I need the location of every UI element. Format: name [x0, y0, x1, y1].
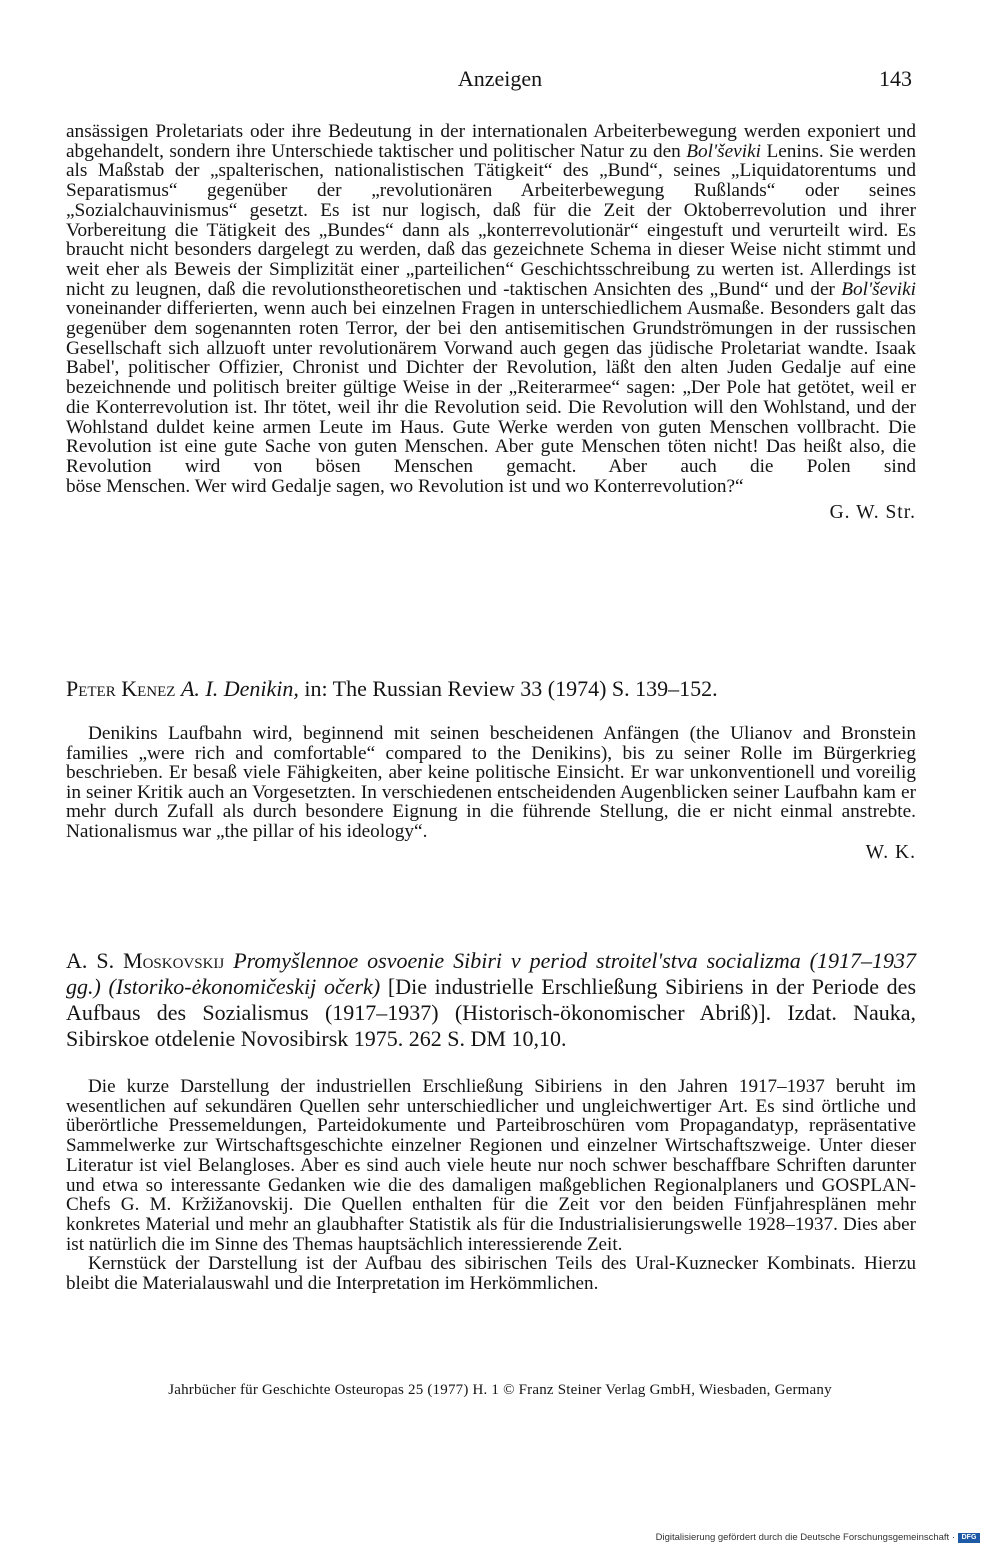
review-moskovskij: [66, 948, 916, 1294]
citation: [Die industrielle Erschließung Sibiriens in der Periode des Aufbaus des Sozialismus (1917–1937) (Historisch-ökonomischer Abriß)]. Izdat. Nauka, Sibirskoe otdelenie Novosibirsk 1975. 262 S. DM 10,10.: [66, 974, 917, 1051]
dfg-credit-text: Digitalisierung gefördert durch die Deutsche Forschungsgemeinschaft ·: [655, 1532, 955, 1543]
work-title: A. I. Denikin,: [180, 676, 299, 701]
review-continuation-paragraph: ansässigen Proletariats oder ihre Bedeutung in der internationalen Arbeiterbewegung werden exponiert und abgehandelt, sondern ihre Unterschiede taktischer und politischer Natur zu den Bol'ševiki Lenins. Sie werden als Maßstab der „spalterischen, nationalistischen Tätigkeit“ des „Bund“, seines „Liquidatorentums und Separatismus“ gegenüber der „revolutionären Arbeiterbewegung Rußlands“ oder seines „Sozialchauvinismus“ gesetzt. Es ist nur logisch, daß für die Zeit der Oktoberrevolution und ihrer Vorbereitung die Tätigkeit des „Bundes“ dann als „konterrevolutionär“ eingestuft und verurteilt wird. Es braucht nicht besonders dargelegt zu werden, daß das gezeichnete Schema in dieser Weise nicht stimmt und weit eher als Beweis der Simplizität einer „parteilichen“ Geschichtsschreibung zu werten ist. Allerdings ist nicht zu leugnen, daß die revolutionstheoretischen und -taktischen Ansichten des „Bund“ und der Bol'ševiki voneinander differierten, wenn auch bei einzelnen Fragen in unterschiedlichem Ausmaße. Besonders galt das gegenüber dem sogenannten roten Terror, der bei den antisemitischen Grundströmungen in der russischen Gesellschaft sich allzuoft unter revolutionärem Vorwand auch gegen das jüdische Proletariat wandte. Isaak Babel', politischer Offizier, Chronist und Dichter der Revolution, läßt den alten Juden Gedalje auf eine bezeichnende und politisch breiter gültige Weise in der „Reiterarmee“ sagen: „Der Pole hat getötet, weil er die Konterrevolution ist. Ihr tötet, weil ihr die Revolution seid. Die Revolution will den Wohlstand, und der Wohlstand duldet keine armen Leute im Haus. Gute Werke werden von guten Menschen vollbracht. Die Revolution ist eine gute Sache von guten Menschen. Aber gute Menschen töten nicht! Das heißt also, die Revolution wird von bösen Menschen gemacht. Aber auch die Polen sind böse Menschen. Wer wird Gedalje sagen, wo Revolution ist und wo Konterrevolution?“: [66, 121, 916, 497]
work-title: Promyšlennoe osvoenie Sibiri v period stroitel'stva socializma (1917–1937 gg.) (Istoriko-ėkonomičeskij očerk): [66, 948, 916, 999]
author-name: Peter Kenez: [66, 676, 176, 701]
paragraph-last-line: böse Menschen. Wer wird Gedalje sagen, wo Revolution ist und wo Konterrevolution?“: [66, 475, 744, 497]
review-continuation: [66, 122, 916, 524]
author-name: A. S. Moskovskij: [66, 948, 225, 973]
citation: in: The Russian Review 33 (1974) S. 139–152.: [298, 676, 718, 701]
bibliographic-heading: [66, 948, 916, 1052]
dfg-credit: [656, 1532, 980, 1543]
italic-term: Bol'ševiki: [686, 140, 762, 162]
review-body: Denikins Laufbahn wird, beginnend mit seinen bescheidenen Anfängen (the Ulianov and Bronstein families „were rich and comfortable“ compared to the Denikins), bis zu seiner Rolle im Bürgerkrieg beschrieben. Er besaß viele Fähigkeiten, aber keine politische Einsicht. Er war unkonventionell und voreilig in seiner Kritik auch an Vorgesetzten. In verschiedenen entscheidenden Augenblicken seiner Laufbahn kam er mehr durch Zufall als durch besondere Eignung in die führende Stellung, die er nicht einmal anstrebte. Nationalismus war „the pillar of his ideology“.: [66, 723, 916, 842]
page-number: 143: [879, 66, 912, 91]
bibliographic-heading: [66, 676, 916, 702]
review-body-paragraph-2: Kernstück der Darstellung ist der Aufbau des sibirischen Teils des Ural-Kuznecker Kombinats. Hierzu bleibt die Materialauswahl und die Interpretation im Herkömmlichen.: [66, 1253, 916, 1295]
journal-footer: Jahrbücher für Geschichte Osteuropas 25 (1977) H. 1 © Franz Steiner Verlag GmbH, Wiesbaden, Germany: [168, 1382, 832, 1398]
reviewer-signature: G. W. Str.: [829, 502, 916, 524]
dfg-logo-icon: DFG: [958, 1533, 980, 1543]
review-kenez: [66, 676, 916, 864]
reviewer-signature: W. K.: [865, 841, 916, 863]
running-header-title: Anzeigen: [457, 66, 543, 91]
italic-term: Bol'ševiki: [841, 278, 916, 300]
review-body-paragraph-1: Die kurze Darstellung der industriellen Erschließung Sibiriens in den Jahren 1917–1937 beruht im wesentlichen auf sekundären Quellen sehr unterschiedlicher und ungleichwertiger Art. Es sind örtliche und überörtliche Pressemeldungen, Parteidokumente und Parteibroschüren vom Propagandatyp, repräsentative Sammelwerke zur Wirtschaftsgeschichte einzelner Regionen und einzelner Wirtschaftszweige. Unter dieser Literatur ist viel Belangloses. Aber es sind auch viele heute nur noch schwer beschaffbare Schriften darunter und etwa so interessante Gedanken wie die des damaligen maßgeblichen Regionalplaners und GOSPLAN-Chefs G. M. Kržižanovskij. Die Quellen enthalten für die Zeit vor den beiden Fünfjahresplänen mehr konkretes Material und mehr an glaubhafter Statistik als für die Industrialisierungswelle 1928–1937. Dies aber ist natürlich die im Sinne des Themas hauptsächlich interessierende Zeit.: [66, 1076, 916, 1255]
